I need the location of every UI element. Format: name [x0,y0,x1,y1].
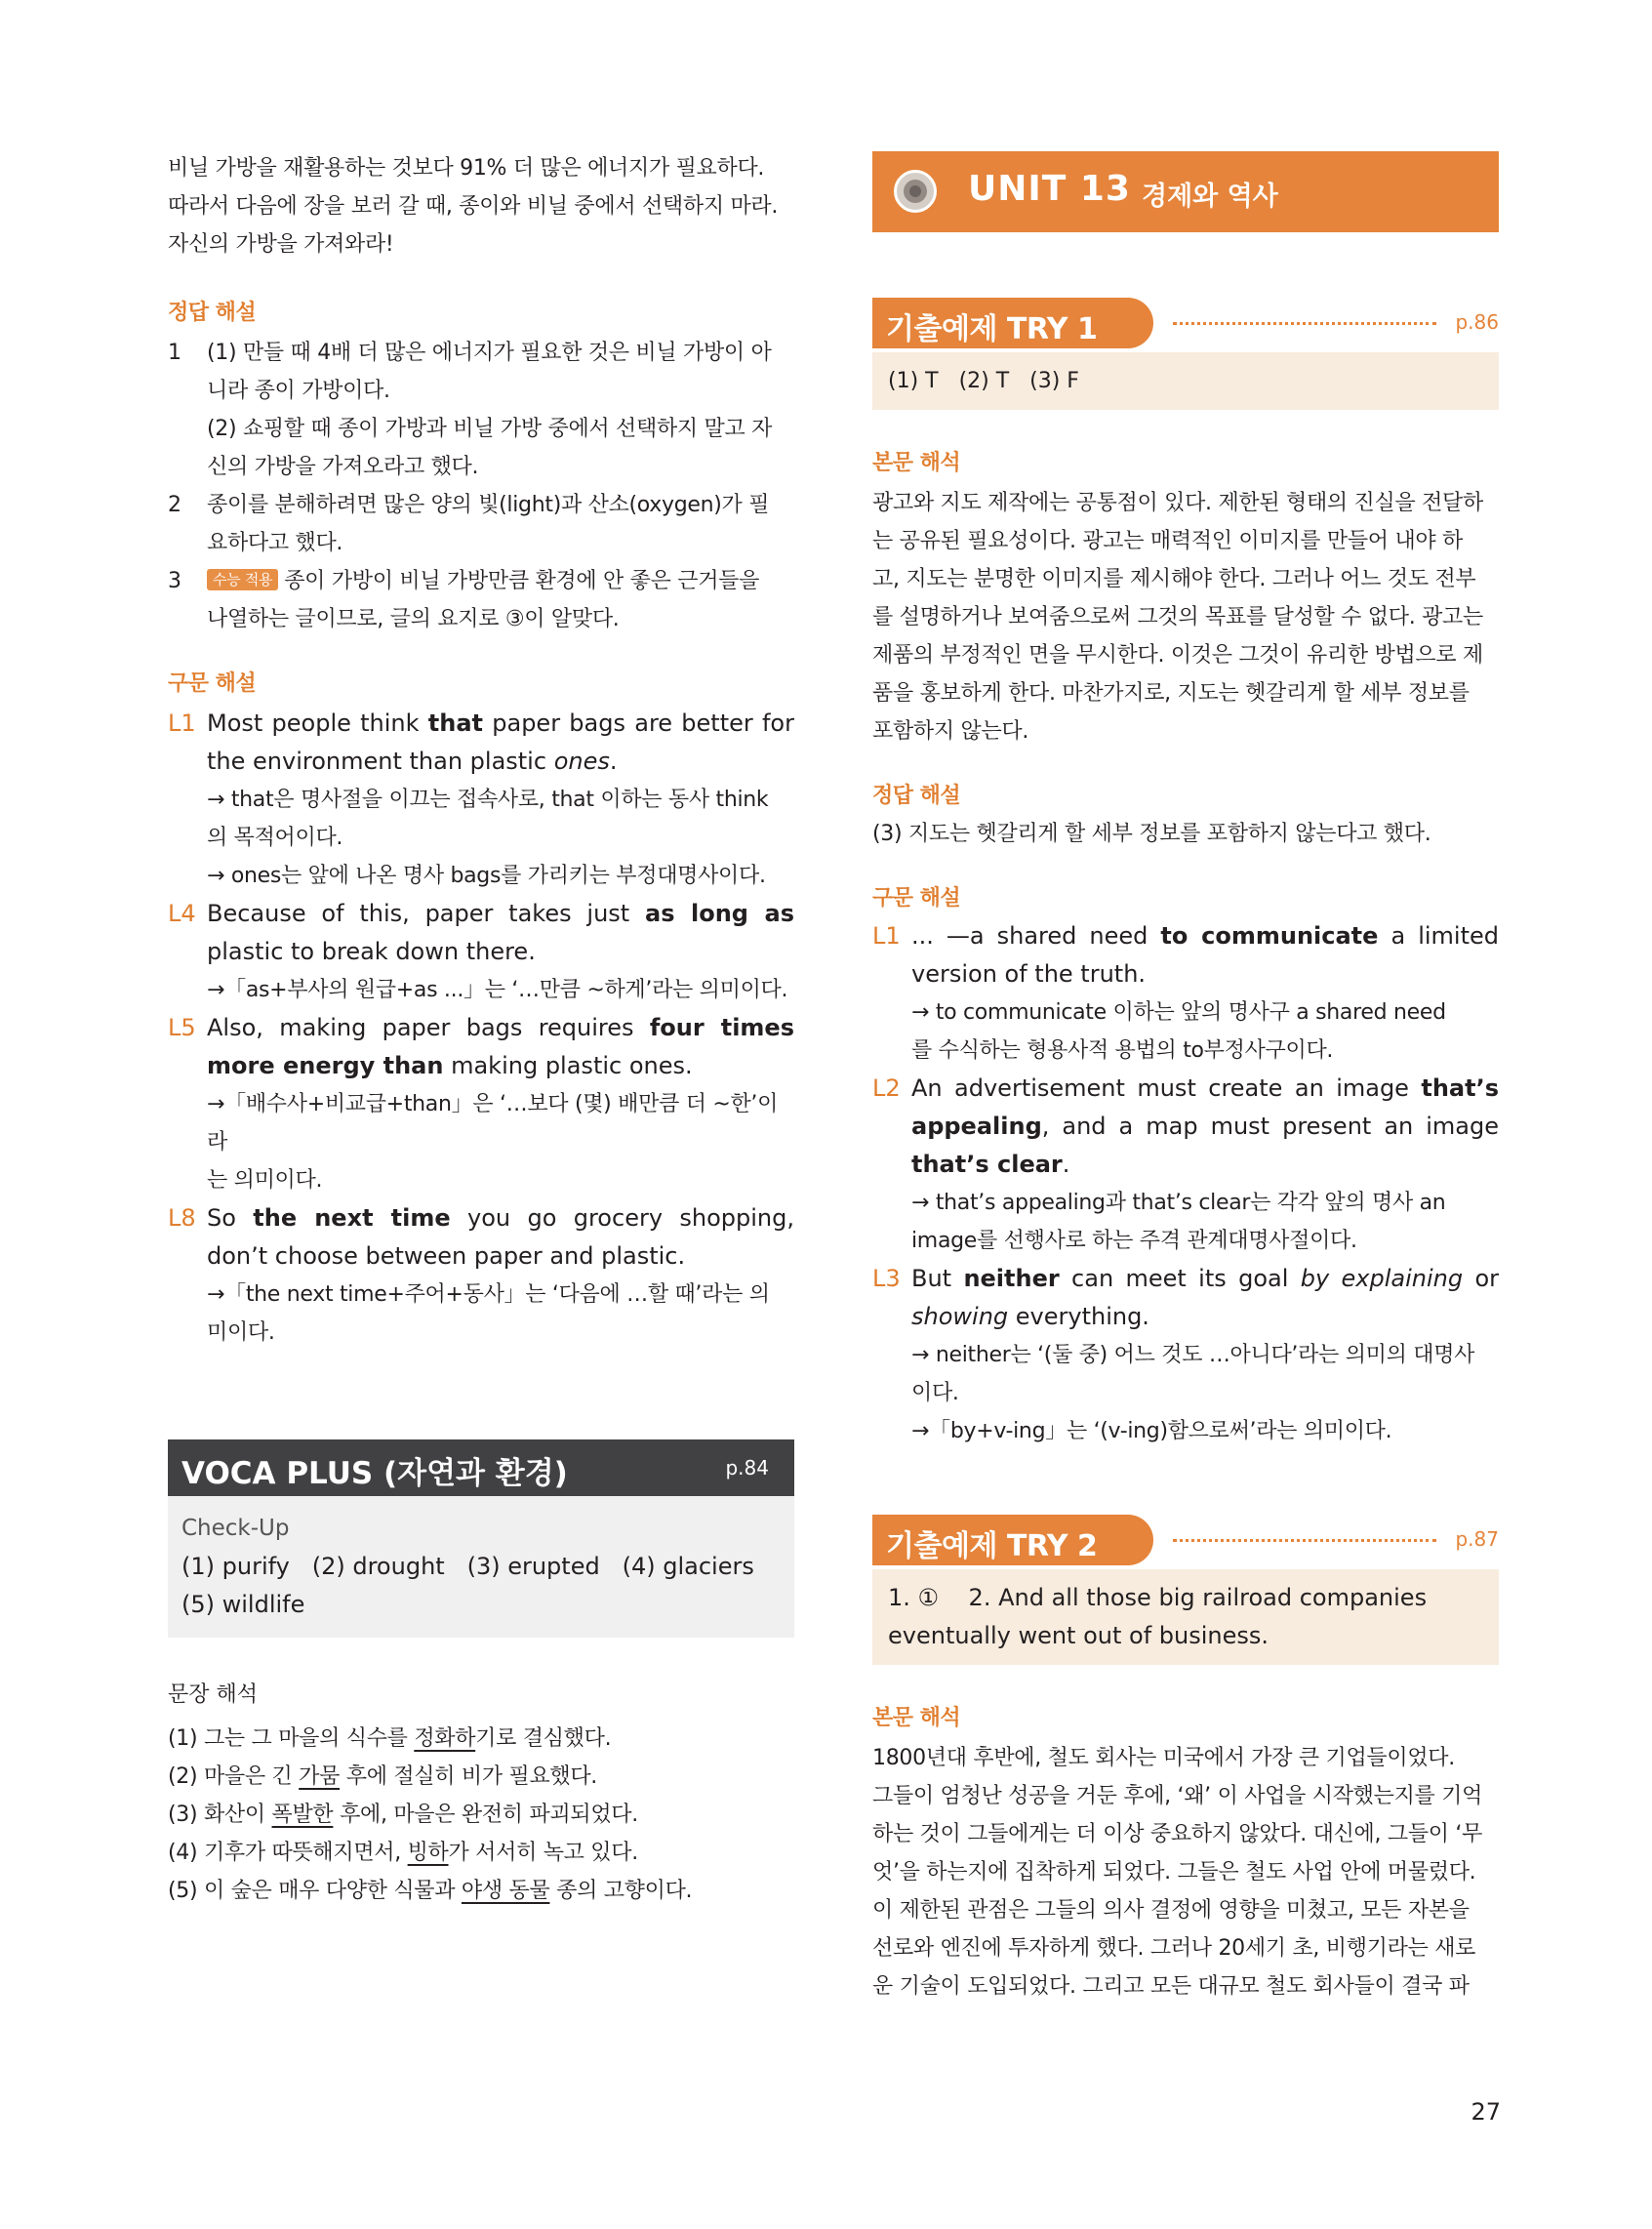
checkup-label: Check-Up [181,1516,290,1541]
syntax-item [168,1009,794,1199]
text-line: 이 제한된 관점은 그들의 의사 결정에 영향을 미쳤고, 모든 자본을 [872,1898,1470,1923]
bold-text: the next time [253,1204,451,1232]
answer: (1) purify [181,1553,290,1580]
answer-text: (3) 지도는 헷갈리게 할 세부 정보를 포함하지 않는다고 했다. [872,822,1431,846]
text-line: 따라서 다음에 장을 보러 갈 때, 종이와 비닐 중에서 선택하지 마라. [168,194,779,219]
note-line: 미이다. [207,1320,275,1345]
bold-text: to communicate [1160,922,1379,950]
english-sentence [911,917,1499,993]
text: Because of this, paper takes just [207,900,645,927]
answer-line: eventually went out of business. [888,1622,1269,1649]
text: Also, making paper bags requires [207,1014,650,1041]
text: ... —a shared need [911,922,1161,950]
cd-icon [894,170,937,213]
syntax-item [872,1260,1499,1450]
text: (4) 기후가 따뜻해지면서, [168,1841,408,1865]
text: , and a map must present an image [1041,1113,1499,1140]
item-number: 3 [168,569,181,593]
text-line: 비닐 가방을 재활용하는 것보다 91% 더 많은 에너지가 필요하다. [168,156,765,181]
note-line: 이다. [911,1381,959,1405]
answer-heading: 정답 해설 [168,301,257,325]
text-line: 종이를 분해하려면 많은 양의 빛(light)과 산소(oxygen)가 필 [207,493,770,517]
left-column [168,146,794,1910]
item-number: 2 [168,493,181,517]
text: . [1062,1151,1070,1178]
dotted-leader [1173,322,1436,325]
syntax-list [168,705,794,1352]
text-line: 1800년대 후반에, 철도 회사는 미국에서 가장 큰 기업들이었다. [872,1746,1455,1770]
line-label: L2 [872,1074,901,1102]
text-line: 종이 가방이 비닐 가방만큼 환경에 안 좋은 근거들을 [284,569,760,593]
note-line: →「as+부사의 원급+as ...」는 ‘…만큼 ~하게’라는 의미이다. [207,978,788,1002]
sentence-line [168,1758,794,1796]
text-line: 니라 종이 가방이다. [207,379,390,403]
body-heading: 본문 해석 [872,1706,961,1730]
text: 가 서서히 녹고 있다. [448,1841,638,1865]
note-line: → that은 명사절을 이끄는 접속사로, that 이하는 동사 think [207,788,769,812]
text-line: 나열하는 글이므로, 글의 요지로 ③이 알맞다. [207,607,620,631]
text: An advertisement must create an image [911,1074,1422,1102]
english-sentence [911,1070,1499,1184]
text-line: 요하다고 했다. [207,531,343,555]
syntax-item [168,895,794,1009]
text-line: 를 설명하거나 보여줌으로써 그것의 목표를 달성할 수 없다. 광고는 [872,605,1483,629]
text: . [609,748,618,775]
suneung-badge: 수능 적용 [207,569,278,590]
sentence-line [168,1796,794,1834]
english-sentence [207,1009,794,1085]
syntax-item [168,705,794,895]
answer-heading: 정답 해설 [872,784,961,808]
text: making plastic ones. [443,1052,693,1079]
text: everything. [1008,1303,1149,1330]
sentence-heading: 문장 해석 [168,1682,259,1707]
syntax-item [168,1199,794,1352]
line-label: L8 [168,1204,196,1232]
text: or [1463,1265,1500,1292]
bold-text: as long as [645,900,794,927]
checkup-answers [181,1548,781,1586]
item-number: 1 [168,341,181,365]
note-line: →「by+v-ing」는 ‘(v-ing)함으로써’라는 의미이다. [911,1419,1392,1443]
note-line: → ones는 앞에 나온 명사 bags를 가리키는 부정대명사이다. [207,864,766,888]
italic-text: by explaining [1300,1265,1464,1292]
english-sentence [207,1199,794,1276]
line-label: L4 [168,900,196,927]
text: (2) 마을은 긴 [168,1764,300,1789]
voca-plus-section [168,1439,794,1638]
text: (1) 그는 그 마을의 식수를 [168,1726,415,1751]
text: paper bags are better for the environment than plastic [207,709,794,775]
text: 기로 결심했다. [475,1726,612,1751]
syntax-heading: 구문 해설 [168,671,257,696]
note-line: image를 선행사로 하는 주격 관계대명사절이다. [911,1229,1357,1253]
english-sentence [911,1260,1499,1336]
text: (3) 화산이 [168,1803,272,1827]
text: (5) 이 숲은 매우 다양한 식물과 [168,1879,462,1903]
line-label: L1 [168,709,196,737]
answer: (4) glaciers [622,1553,754,1580]
answer: (3) erupted [466,1553,600,1580]
answer-list [168,334,794,638]
unit-title: UNIT 13 [968,169,1131,209]
text-line: 운 기술이 도입되었다. 그리고 모든 대규모 철도 회사들이 결국 파 [872,1974,1470,1999]
text: 후에, 마을은 완전히 파괴되었다. [333,1803,638,1827]
bold-text: that’s appealing [911,1074,1499,1140]
unit-header [872,151,1499,232]
italic-text: showing [911,1303,1009,1330]
try-label: 기출예제 TRY 1 [886,312,1098,346]
note-line: → to communicate 이하는 앞의 명사구 a shared need [911,1000,1446,1025]
text: can meet its goal [1059,1265,1301,1292]
try1-answer-box: (1) T (2) T (3) F [872,352,1499,410]
note-line: 를 수식하는 형용사적 용법의 to부정사구이다. [911,1038,1334,1063]
underlined-word: 빙하 [407,1841,449,1865]
note-line: →「배수사+비교급+than」은 ‘…보다 (몇) 배만큼 더 ~한’이라 [207,1092,779,1155]
voca-plus-header [168,1439,794,1496]
italic-text: ones [553,748,610,775]
try2-answer-box [872,1569,1499,1665]
text-line: 선로와 엔진에 투자하게 했다. 그러나 20세기 초, 비행기라는 새로 [872,1936,1476,1961]
text-line: 하는 것이 그들에게는 더 이상 중요하지 않았다. 대신에, 그들이 ‘무 [872,1822,1483,1846]
text-line: 자신의 가방을 가져와라! [168,232,394,257]
text-line: 그들이 엄청난 성공을 거둔 후에, ‘왜’ 이 사업을 시작했는지를 기억 [872,1784,1483,1808]
text-line: (1) 만들 때 4배 더 많은 에너지가 필요한 것은 비닐 가방이 아 [207,341,772,365]
try-pill [872,1515,1153,1565]
syntax-heading: 구문 해설 [872,886,961,911]
translation-1 [872,484,1499,750]
page-reference: p.86 [1455,310,1499,334]
text: 후에 절실히 비가 필요했다. [340,1764,598,1789]
text: Most people think [207,709,428,737]
try-pill [872,298,1153,348]
text-line: 품을 홍보하게 한다. 마찬가지로, 지도는 헷갈리게 할 세부 정보를 [872,681,1470,706]
note-line: → that’s appealing과 that’s clear는 각각 앞의 명사 an [911,1191,1446,1215]
try1-header [872,298,1499,348]
underlined-word: 폭발한 [271,1803,334,1827]
bold-text: four times more energy than [207,1014,794,1079]
text-line: 포함하지 않는다. [872,719,1029,744]
intro-translation [168,149,794,263]
bold-text: that’s clear [911,1151,1063,1178]
syntax-list [872,917,1499,1450]
syntax-item [872,917,1499,1070]
try-label: 기출예제 TRY 2 [886,1529,1098,1563]
text: plastic to break down there. [207,938,536,965]
text-line: 엇’을 하는지에 집착하게 되었다. 그들은 철도 사업 안에 머물렀다. [872,1860,1476,1885]
body-heading: 본문 해석 [872,451,961,475]
note-line: → neither는 ‘(둘 중) 어느 것도 …아니다’라는 의미의 대명사 [911,1343,1475,1367]
syntax-item [872,1070,1499,1260]
dotted-leader [1173,1539,1436,1542]
answer: (5) wildlife [181,1591,305,1618]
line-label: L1 [872,922,901,950]
english-sentence [207,895,794,971]
answer-item [168,562,794,638]
english-sentence [207,705,794,781]
page-number: 27 [1471,2098,1501,2126]
text-line: 광고와 지도 제작에는 공통점이 있다. 제한된 형태의 진실을 전달하 [872,491,1483,515]
voca-plus-title: VOCA PLUS (자연과 환경) [181,1456,568,1491]
try2-header [872,1515,1499,1565]
text-line: 는 공유된 필요성이다. 광고는 매력적인 이미지를 만들어 내야 하 [872,529,1463,553]
sentence-line [168,1720,794,1758]
answer-line: 1. ① 2. And all those big railroad companies [888,1584,1428,1611]
sentence-line [168,1834,794,1872]
unit-subtitle: 경제와 역사 [1142,182,1278,212]
text-line: 신의 가방을 가져오라고 했다. [207,455,479,479]
note-line: 는 의미이다. [207,1168,323,1193]
underlined-word: 가뭄 [299,1764,341,1789]
page-reference: p.84 [725,1456,769,1479]
underlined-word: 야생 동물 [461,1879,550,1903]
text: you go grocery shopping, don’t choose between paper and plastic. [207,1204,795,1270]
right-column [872,151,1499,2006]
text: So [207,1204,254,1232]
line-label: L3 [872,1265,901,1292]
page-reference: p.87 [1455,1527,1499,1551]
answer-item [168,486,794,562]
answer: (2) drought [311,1553,445,1580]
text-line: 고, 지도는 분명한 이미지를 제시해야 한다. 그러나 어느 것도 전부 [872,567,1476,591]
translation-2 [872,1739,1499,2006]
bold-text: that [427,709,484,737]
note-line: 의 목적어이다. [207,826,343,850]
sentence-line [168,1872,794,1910]
sentence-list [168,1720,794,1910]
text-line: 제품의 부정적인 면을 무시한다. 이것은 그것이 유리한 방법으로 제 [872,643,1483,668]
text: But [911,1265,964,1292]
text: 종의 고향이다. [549,1879,693,1903]
text: a limited version of the truth. [911,922,1499,988]
underlined-word: 정화하 [414,1726,476,1751]
note-line: →「the next time+주어+동사」는 ‘다음에 …할 때’라는 의 [207,1282,770,1307]
text-line: (2) 쇼핑할 때 종이 가방과 비닐 가방 중에서 선택하지 말고 자 [207,417,773,441]
line-label: L5 [168,1014,196,1041]
checkup-box [168,1496,794,1638]
answer-item [168,334,794,486]
bold-text: neither [963,1265,1060,1292]
